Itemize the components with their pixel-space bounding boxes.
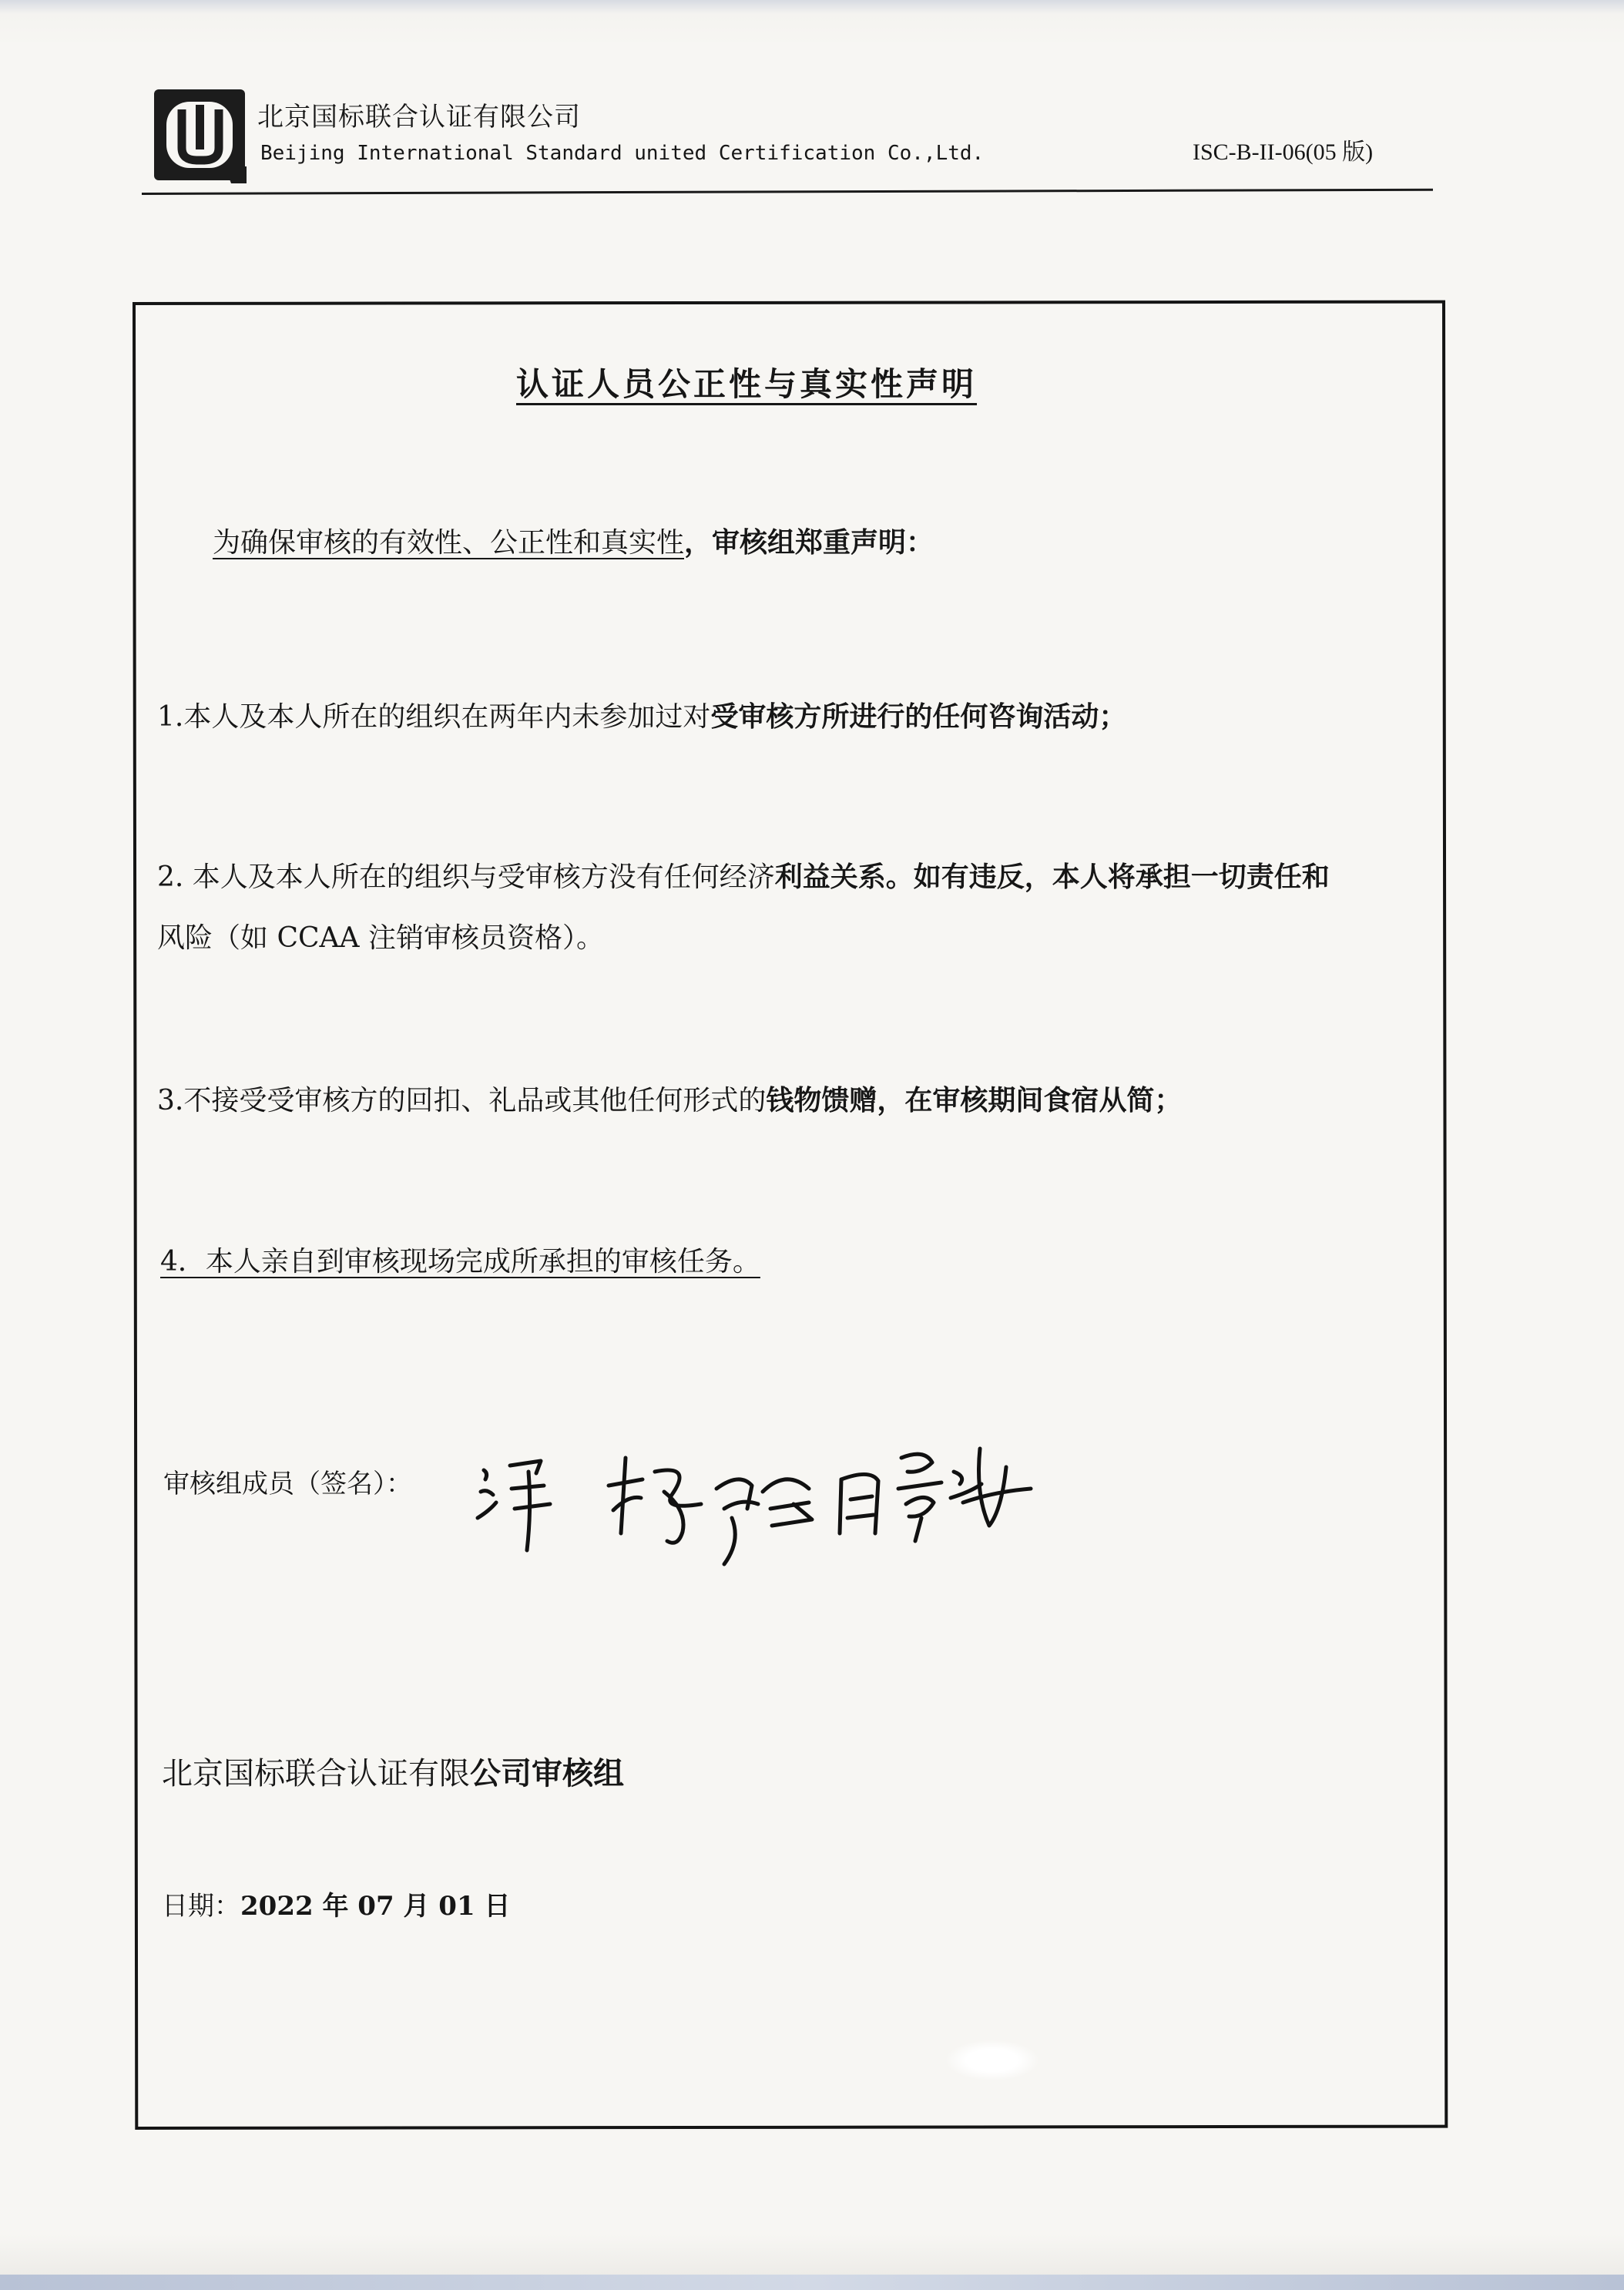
company-logo (151, 86, 251, 186)
team-members-label: 审核组成员（签名）： (163, 1469, 412, 1499)
intro-underlined-text: 为确保审核的有效性、公正性和真实性 (213, 527, 685, 559)
organization-audit-team (162, 1749, 624, 1793)
company-name-cn: 北京国标联合认证有限公司 (257, 102, 581, 133)
intro-statement (213, 521, 934, 560)
date-line (162, 1885, 510, 1922)
date-value: 2022 年 07 月 01 日 (240, 1891, 511, 1922)
declaration-item-2-line-2: 风险（如 CCAA 注销审核员资格）。 (157, 922, 604, 954)
item-1-part-b: 受审核方所进行的任何咨询活动； (710, 700, 1127, 733)
declaration-item-1 (157, 684, 1126, 750)
org-part-a: 北京国标联合认证有限 (162, 1756, 470, 1791)
item-1-part-a: 1.本人及本人所在的组织在两年内未参加过对 (157, 701, 711, 733)
paper-smudge (946, 2040, 1038, 2080)
item-3-part-a: 3.不接受受审核方的回扣、礼品或其他任何形式的 (157, 1085, 767, 1116)
intro-rest-text: ，审核组郑重声明： (684, 526, 934, 559)
company-name-en: Beijing International Standard united Certification Co.,Ltd. (260, 142, 985, 165)
document-code: ISC-B-II-06(05 版) (1193, 139, 1374, 165)
handwritten-signature (470, 1418, 1040, 1572)
declaration-item-2 (157, 844, 1330, 910)
date-label: 日期： (162, 1891, 240, 1922)
scan-edge (0, 2275, 1624, 2290)
declaration-item-3 (157, 1068, 1182, 1133)
item-2-part-a: 2. 本人及本人所在的组织与受审核方没有任何经济 (157, 861, 775, 893)
org-part-b: 公司审核组 (470, 1755, 624, 1791)
declaration-item-4: 4．本人亲自到审核现场完成所承担的审核任务。 (160, 1246, 760, 1278)
statement-frame (133, 301, 1448, 2130)
document-title: 认证人员公正性与真实性声明 (516, 365, 978, 403)
item-2-part-b: 利益关系。如有违反，本人将承担一切责任和 (774, 861, 1330, 893)
item-3-part-b: 钱物馈赠，在审核期间食宿从简； (766, 1084, 1183, 1116)
